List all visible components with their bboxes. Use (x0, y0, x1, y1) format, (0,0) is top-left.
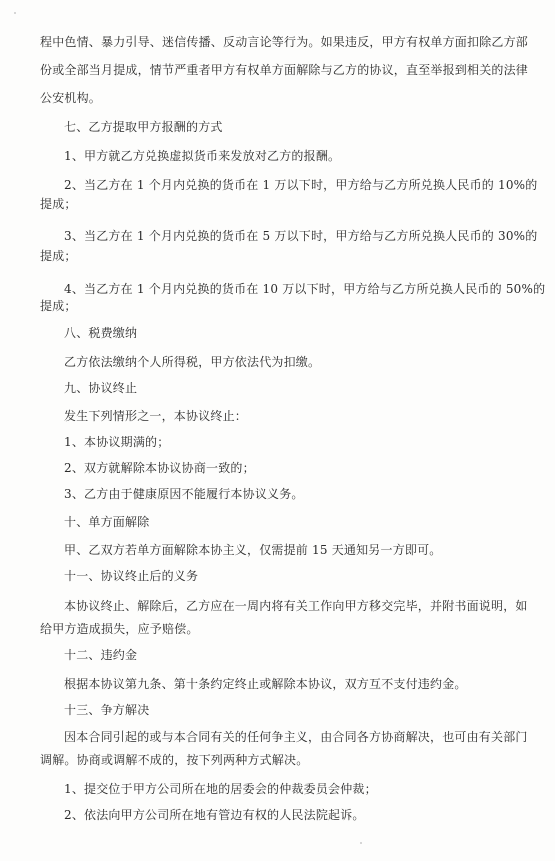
paragraph-line: 3、乙方由于健康原因不能履行本协议义务。 (64, 487, 304, 501)
paragraph-line: 1、本协议期满的； (64, 435, 170, 449)
paragraph-line: 份或全部当月提成，情节严重者甲方有权单方面解除与乙方的协议，直至举报到相关的法律 (40, 63, 529, 77)
section-heading: 十二、违约金 (64, 648, 138, 662)
paragraph-line: 3、当乙方在 1 个月内兑换的货币在 5 万以下时，甲方给与乙方所兑换人民币的 30%的 (64, 229, 538, 243)
paragraph-line: 2、双方就解除本协议协商一致的； (64, 461, 255, 475)
paragraph-line: 提成； (40, 299, 77, 313)
section-heading: 十、单方面解除 (64, 515, 150, 529)
paragraph-line: 1、甲方就乙方兑换虚拟货币来发放对乙方的报酬。 (64, 149, 341, 163)
scan-speck (14, 12, 16, 14)
paragraph-line: 因本合同引起的或与本合同有关的任何争主义，由合同各方协商解决，也可由有关部门 (64, 730, 528, 744)
scan-speck (360, 842, 362, 844)
paragraph-line: 给甲方造成损失，应予赔偿。 (40, 622, 199, 636)
paragraph-line: 程中色情、暴力引导、迷信传播、反动言论等行为。如果违反，甲方有权单方面扣除乙方部 (40, 35, 529, 49)
paragraph-line: 公安机构。 (40, 91, 102, 105)
paragraph-line: 根据本协议第九条、第十条约定终止或解除本协议，双方互不支付违约金。 (64, 677, 467, 691)
paragraph-line: 本协议终止、解除后，乙方应在一周内将有关工作向甲方移交完毕，并附书面说明，如 (64, 599, 528, 613)
section-heading: 十一、协议终止后的义务 (64, 569, 199, 583)
paragraph-line: 提成； (40, 249, 77, 263)
paragraph-line: 发生下列情形之一，本协议终止： (64, 409, 248, 423)
paragraph-line: 4、当乙方在 1 个月内兑换的货币在 10 万以下时，甲方给与乙方所兑换人民币的 50%的 (64, 282, 546, 296)
paragraph-line: 2、当乙方在 1 个月内兑换的货币在 1 万以下时，甲方给与乙方所兑换人民币的 10%的 (64, 178, 538, 192)
paragraph-line: 甲、乙双方若单方面解除本协主义，仅需提前 15 天通知另一方即可。 (64, 543, 442, 557)
paragraph-line: 提成； (40, 197, 77, 211)
section-heading: 十三、争方解决 (64, 703, 150, 717)
paragraph-line: 2、依法向甲方公司所在地有管边有权的人民法院起诉。 (64, 808, 365, 822)
paragraph-line: 1、提交位于甲方公司所在地的居委会的仲裁委员会仲裁； (64, 782, 377, 796)
paragraph-line: 调解。协商或调解不成的，按下列两种方式解决。 (40, 753, 309, 767)
paragraph-line: 乙方依法缴纳个人所得税，甲方依法代为扣缴。 (64, 355, 321, 369)
section-heading: 七、乙方提取甲方报酬的方式 (64, 120, 223, 134)
section-heading: 九、协议终止 (64, 381, 138, 395)
section-heading: 八、税费缴纳 (64, 326, 138, 340)
